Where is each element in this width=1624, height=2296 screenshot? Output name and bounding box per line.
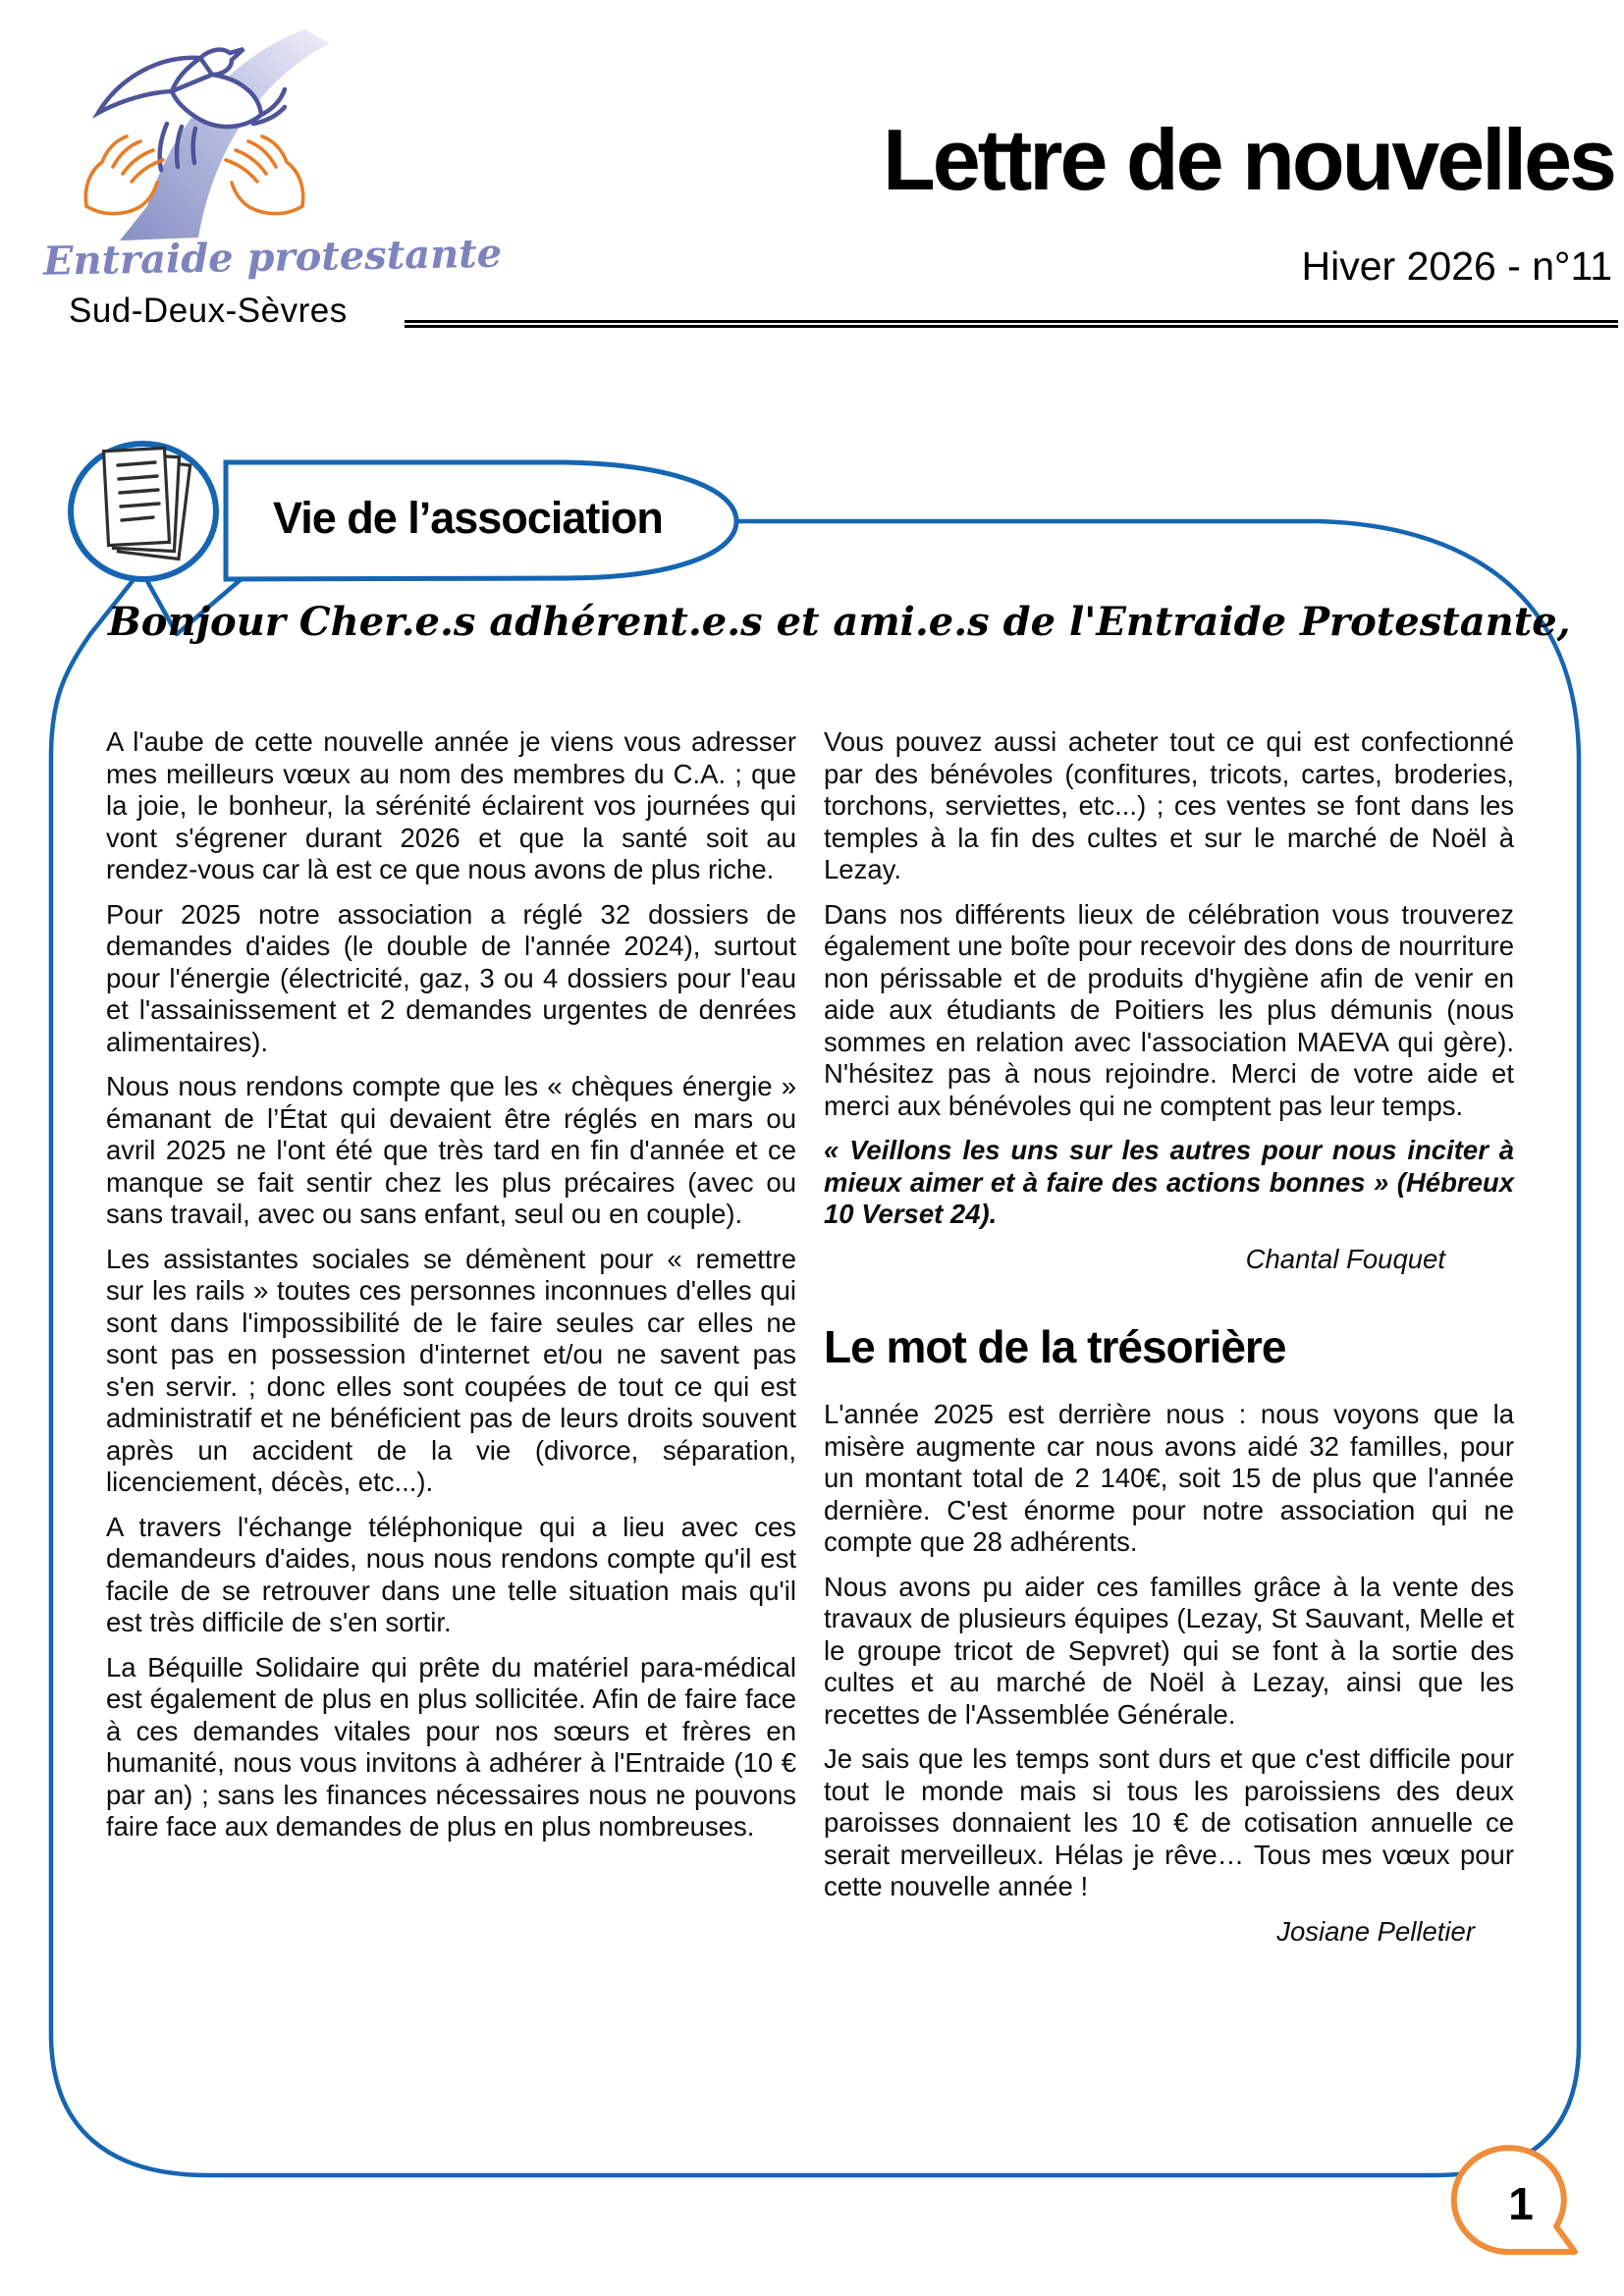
paragraph: La Béquille Solidaire qui prête du matériel para-médical est également de plus en plus sollicitée. Afin de faire face à ces demandes vitales pour nos sœurs et frères en humanité, nous vous invitons à adhérer à l'Entraide (10 € par an) ; sans les finances nécessaires nous ne pouvons faire face aux demandes de plus en plus nombreuses. [106,1651,796,1842]
paragraph: Nous nous rendons compte que les « chèques énergie » émanant de l’État qui devaient être réglés en mars ou avril 2025 ne l'ont été que très tard en fin d'année et ce manque se fait sentir chez les plus précaires (avec ou sans travail, avec ou sans enfant, seul ou en couple). [106,1071,796,1229]
article-body [106,726,1514,1960]
paragraph: A l'aube de cette nouvelle année je viens vous adresser mes meilleurs vœux au nom des membres du C.A. ; que la joie, le bonheur, la sérénité éclairent vos journées qui vont s'égrener durant 2026 et que la santé soit au rendez-vous car là est ce que nous avons de plus riche. [106,726,796,884]
issue-line: Hiver 2026 - n°11 [1301,243,1612,289]
paragraph: Je sais que les temps sont durs et que c'est difficile pour tout le monde mais si tous les paroissiens des deux paroisses donnaient les 10 € de cotisation annuelle ce serait merveilleux. Hélas je rêve… Tous mes vœux pour cette nouvelle année ! [824,1743,1514,1901]
page-title: Lettre de nouvelles [882,111,1614,208]
newsletter-pages-icon [104,448,190,559]
signature-josiane: Josiane Pelletier [1276,1915,1475,1947]
section-banner-label: Vie de l’association [273,493,663,543]
logo-region-line: Sud-Deux-Sèvres [69,292,348,330]
paragraph: A travers l'échange téléphonique qui a lieu avec ces demandeurs d'aides, nous nous rendons compte qu'il est facile de se retrouver dans une telle situation mais qu'il est très difficile de s'en sortir. [106,1511,796,1637]
right-column [824,726,1514,1960]
paragraph: Dans nos différents lieux de célébration vous trouverez également une boîte pour recevoir des dons de nourriture non périssable et de produits d'hygiène afin de venir en aide aux étudiants de Poitiers les plus démunis (nous sommes en relation avec l'association MAEVA qui gère). N'hésitez pas à nous rejoindre. Merci de votre aide et merci aux bénévoles qui ne comptent pas leur temps. [824,898,1514,1121]
logo-wordmark: Entraide protestante [42,230,503,285]
signature-chantal: Chantal Fouquet [1245,1243,1445,1274]
paragraph: Les assistantes sociales se démènent pour « remettre sur les rails » toutes ces personnes inconnues d'elles qui sont dans l'impossibilité de le faire seules car elles ne sont pas en possession d'internet et/ou ne savent pas s'en servir. ; donc elles sont coupées de tout ce qui est administratif et ne bénéficient pas de leurs droits souvent après un accident de la vie (divorce, séparation, licenciement, décès, etc...). [106,1243,796,1497]
article-greeting: Bonjour Cher.e.s adhérent.e.s et ami.e.s de l'Entraide Protestante, [108,599,1571,645]
paragraph: Vous pouvez aussi acheter tout ce qui est confectionné par des bénévoles (confitures, tricots, cartes, broderies, torchons, serviettes, etc...) ; ces ventes se font dans les temples à la fin des cultes et sur le marché de Noël à Lezay. [824,726,1514,884]
paragraph: L'année 2025 est derrière nous : nous voyons que la misère augmente car nous avons aidé 32 familles, pour un montant total de 2 140€, soit 15 de plus que l'année dernière. C'est énorme pour notre association qui ne compte que 28 adhérents. [824,1399,1514,1557]
treasurer-heading: Le mot de la trésorière [824,1321,1286,1372]
bible-quote: « Veillons les uns sur les autres pour nous inciter à mieux aimer et à faire des actions bonnes » (Hébreux 10 Verset 24). [824,1135,1514,1229]
paragraph: Pour 2025 notre association a réglé 32 dossiers de demandes d'aides (le double de l'année 2024), surtout pour l'énergie (électricité, gaz, 3 ou 4 dossiers pour l'eau et l'assainissement et 2 demandes urgentes de denrées alimentaires). [106,898,796,1057]
left-column [106,726,796,1960]
paragraph: Nous avons pu aider ces familles grâce à la vente des travaux de plusieurs équipes (Lezay, St Sauvant, Melle et le groupe tricot de Sepvret) qui se font à la sortie des cultes et au marché de Noël à Lezay, ainsi que les recettes de l'Assemblée Générale. [824,1571,1514,1730]
page-number: 1 [1508,2178,1534,2229]
